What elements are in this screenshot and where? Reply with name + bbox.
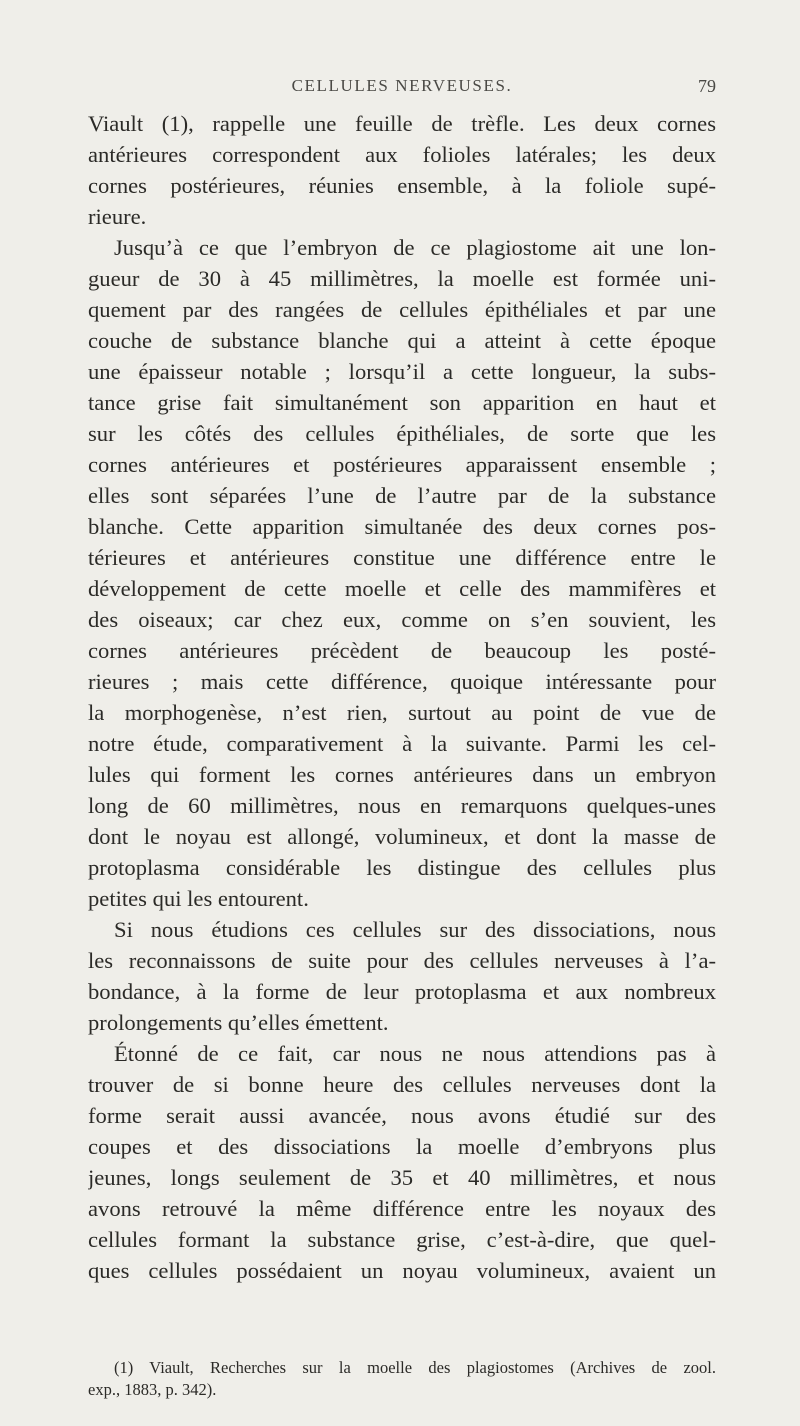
text-line: lules qui forment les cornes antérieures dans un embryon (88, 762, 716, 787)
text-line: gueur de 30 à 45 millimètres, la moelle est formée uni- (88, 266, 716, 291)
text-line: bondance, à la forme de leur protoplasma et aux nombreux (88, 979, 716, 1004)
text-line: avons retrouvé la même différence entre les noyaux des (88, 1196, 716, 1221)
text-line: cornes antérieures précèdent de beaucoup les posté- (88, 638, 716, 663)
text-line: dont le noyau est allongé, volumineux, et dont la masse de (88, 824, 716, 849)
text-line: développement de cette moelle et celle des mammifères et (88, 576, 716, 601)
text-line: cornes postérieures, réunies ensemble, à la foliole supé- (88, 173, 716, 198)
text-line: ques cellules possédaient un noyau volumineux, avaient un (88, 1258, 716, 1283)
text-line: trouver de si bonne heure des cellules nerveuses dont la (88, 1072, 716, 1097)
text-line: petites qui les entourent. (88, 886, 309, 911)
text-line: térieures et antérieures constitue une différence entre le (88, 545, 716, 570)
text-line: une épaisseur notable ; lorsqu’il a cette longueur, la subs- (88, 359, 716, 384)
text-line: rieures ; mais cette différence, quoique intéressante pour (88, 669, 716, 694)
footnote (88, 1357, 716, 1401)
text-line: Si nous étudions ces cellules sur des dissociations, nous (114, 917, 716, 942)
text-line: coupes et des dissociations la moelle d’embryons plus (88, 1134, 716, 1159)
text-line: tance grise fait simultanément son apparition en haut et (88, 390, 716, 415)
text-line: cornes antérieures et postérieures apparaissent ensemble ; (88, 452, 716, 477)
text-line: couche de substance blanche qui a atteint à cette époque (88, 328, 716, 353)
text-line: la morphogenèse, n’est rien, surtout au point de vue de (88, 700, 716, 725)
text-line: Jusqu’à ce que l’embryon de ce plagiostome ait une lon- (114, 235, 716, 260)
text-line: des oiseaux; car chez eux, comme on s’en souvient, les (88, 607, 716, 632)
text-line: cellules formant la substance grise, c’est-à-dire, que quel- (88, 1227, 716, 1252)
running-title: CELLULES NERVEUSES. (291, 76, 513, 95)
text-line: Étonné de ce fait, car nous ne nous attendions pas à (114, 1041, 716, 1066)
footnote-line: exp., 1883, p. 342). (88, 1380, 217, 1399)
text-line: jeunes, longs seulement de 35 et 40 millimètres, et nous (88, 1165, 716, 1190)
text-line: blanche. Cette apparition simultanée des deux cornes pos- (88, 514, 716, 539)
text-line: prolongements qu’elles émettent. (88, 1010, 389, 1035)
text-line: notre étude, comparativement à la suivante. Parmi les cel- (88, 731, 716, 756)
footnote-line: (1) Viault, Recherches sur la moelle des plagiostomes (Archives de zool. (114, 1358, 716, 1377)
text-line: forme serait aussi avancée, nous avons étudié sur des (88, 1103, 716, 1128)
text-line: long de 60 millimètres, nous en remarquons quelques-unes (88, 793, 716, 818)
body-text (88, 108, 716, 1286)
text-line: protoplasma considérable les distingue des cellules plus (88, 855, 716, 880)
text-line: Viault (1), rappelle une feuille de trèfle. Les deux cornes (88, 111, 716, 136)
text-line: les reconnaissons de suite pour des cellules nerveuses à l’a- (88, 948, 716, 973)
text-line: antérieures correspondent aux folioles latérales; les deux (88, 142, 716, 167)
text-line: elles sont séparées l’une de l’autre par de la substance (88, 483, 716, 508)
text-line: rieure. (88, 204, 147, 229)
text-line: sur les côtés des cellules épithéliales, de sorte que les (88, 421, 716, 446)
running-head (88, 76, 716, 106)
text-line: quement par des rangées de cellules épithéliales et par une (88, 297, 716, 322)
page-number: 79 (698, 76, 716, 96)
